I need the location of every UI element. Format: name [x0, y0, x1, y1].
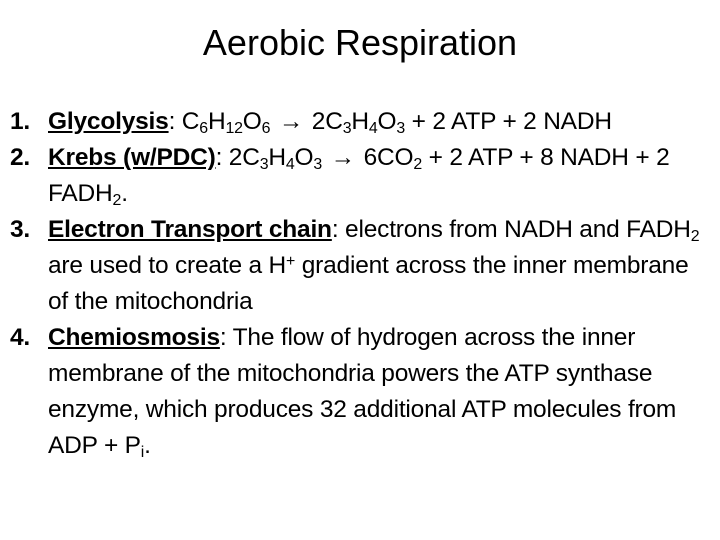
- numbered-list: [10, 104, 710, 464]
- item-number: 1.: [10, 108, 31, 135]
- term-etc: Electron Transport chain: [48, 216, 332, 243]
- pi-subscript: i: [140, 443, 145, 461]
- item-number: 2.: [10, 144, 31, 171]
- etc-text-a: electrons from NADH and FADH: [345, 216, 691, 243]
- item-number: 3.: [10, 216, 31, 243]
- products-middle: + 2 ATP + 8 NADH + 2 FADH: [48, 144, 670, 207]
- list-item-chemiosmosis: 4. Chemiosmosis: The flow of hydrogen across the inner membrane of the mitochondria powers the ATP synthase enzyme, which produces 32 additional ATP molecules from ADP + $P_i$.: [10, 320, 710, 464]
- arrow-right-icon: →: [330, 144, 355, 171]
- list-item-etc: [10, 212, 710, 320]
- separator: :: [331, 216, 346, 243]
- formula-pyruvate: $2C_3H_4O_3$: [311, 108, 406, 137]
- fadh-subscript: 2: [690, 227, 700, 245]
- slide-title: Aerobic Respiration: [202, 22, 518, 63]
- list-item-glycolysis: [10, 104, 710, 140]
- list-item-krebs: 2. Krebs (w/PDC): $2C_3H_4O_3 \to 6CO_2 + 2$ ATP + 8 NADH + 2 $FADH_2$.: [10, 140, 710, 212]
- etc-text-b: are used to create a H: [48, 252, 287, 279]
- etc-text-c: gradient across the inner membrane of the mitochondria: [48, 252, 689, 315]
- fadh-subscript: 2: [112, 191, 122, 209]
- arrow-right-icon: →: [278, 108, 304, 135]
- chemiosmosis-text: The flow of hydrogen across the inner membrane of the mitochondria powers the ATP synthase enzyme, which produces 32 additional ATP molecules from ADP + P: [48, 324, 677, 459]
- term-krebs: Krebs (w/PDC): [48, 144, 216, 171]
- formula-pyruvate: $2C_3H_4O_3$: [228, 144, 323, 173]
- item-number: 4.: [10, 324, 31, 351]
- products-tail: + 2 ATP + 2 NADH: [405, 108, 612, 135]
- term-glycolysis: Glycolysis: [48, 108, 169, 135]
- separator: :: [215, 144, 229, 171]
- h-plus-superscript: +: [286, 252, 296, 270]
- formula-glucose: $C_6H_{12}O_6$: [181, 108, 271, 137]
- separator: :: [168, 108, 182, 135]
- separator: :: [219, 324, 233, 351]
- term-chemiosmosis: Chemiosmosis: [48, 324, 220, 351]
- formula-co2: $6CO_2$: [363, 144, 422, 173]
